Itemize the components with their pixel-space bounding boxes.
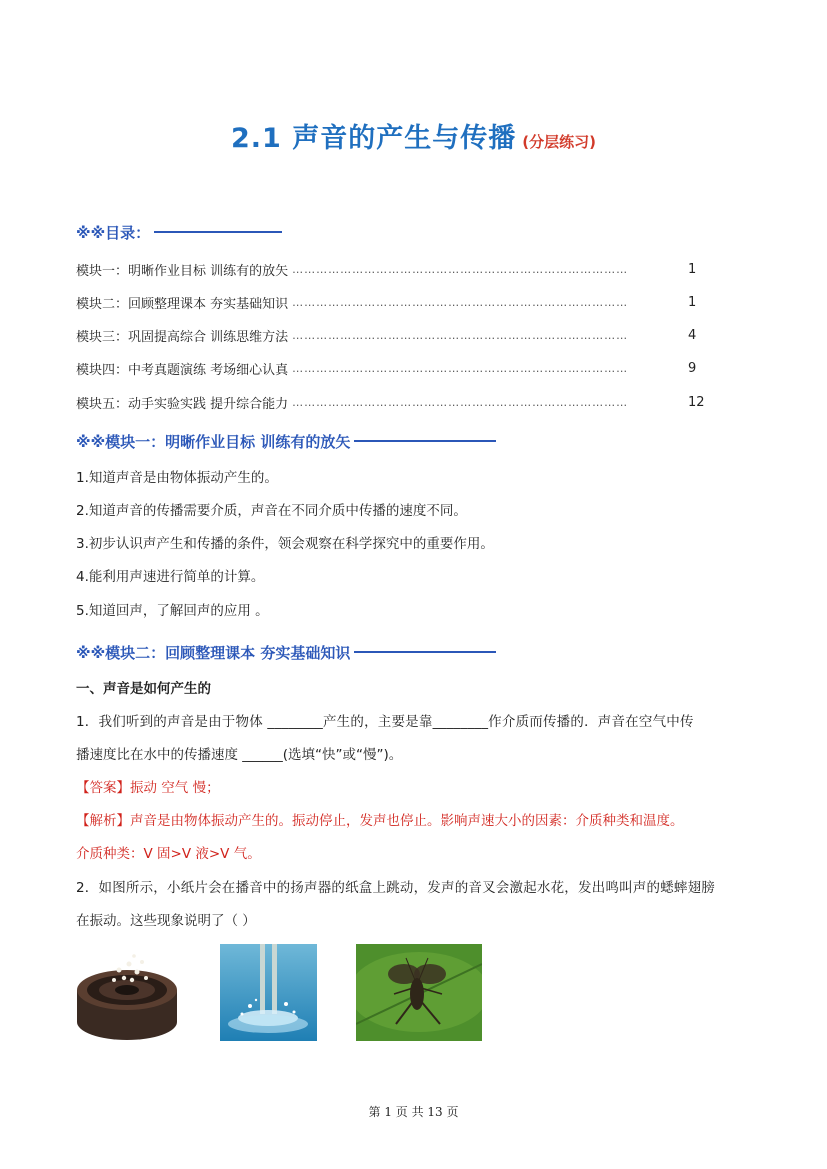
toc-page-number: 1 bbox=[688, 261, 697, 277]
toc-leader-dots: ………………………………………………………………………… bbox=[292, 361, 629, 375]
toc-item-5[interactable] bbox=[76, 391, 716, 413]
toc-item-2[interactable] bbox=[76, 291, 716, 313]
module2-heading bbox=[76, 640, 496, 664]
cricket-image bbox=[356, 944, 482, 1041]
question-1-line-1: 1．我们听到的声音是由于物体 ________产生的，主要是靠________作介质而传播的．声音在空气中传 bbox=[76, 714, 694, 730]
toc-item-4[interactable] bbox=[76, 357, 716, 379]
answer-tag: 【答案】 bbox=[76, 780, 130, 796]
goal-5: 5.知道回声，了解回声的应用 。 bbox=[76, 603, 269, 619]
goal-4: 4.能利用声速进行简单的计算。 bbox=[76, 569, 265, 585]
section-title: 一、声音是如何产生的 bbox=[76, 681, 211, 697]
module1-heading-rule bbox=[354, 440, 496, 442]
toc-page-number: 4 bbox=[688, 327, 697, 343]
module2-heading-text: ※※模块二：回顾整理课本 夯实基础知识 bbox=[76, 643, 351, 662]
question-2-line-1: 2．如图所示，小纸片会在播音中的扬声器的纸盒上跳动，发声的音叉会激起水花，发出鸣叫声的蟋蟀翅膀 bbox=[76, 880, 715, 896]
analysis-tag: 【解析】 bbox=[76, 813, 130, 829]
goal-2: 2.知道声音的传播需要介质，声音在不同介质中传播的速度不同。 bbox=[76, 503, 467, 519]
toc-heading bbox=[76, 220, 282, 244]
question-1-line-2: 播速度比在水中的传播速度 ______(选填“快”或“慢”)。 bbox=[76, 747, 403, 763]
toc-item-label: 模块一：明晰作业目标 训练有的放矢 bbox=[76, 263, 289, 279]
toc-leader-dots: ………………………………………………………………………… bbox=[292, 395, 629, 409]
module1-heading bbox=[76, 429, 496, 453]
module2-heading-rule bbox=[354, 651, 496, 653]
goal-1: 1.知道声音是由物体振动产生的。 bbox=[76, 470, 278, 486]
question-2-line-2: 在振动。这些现象说明了（ ） bbox=[76, 913, 256, 929]
toc-item-label: 模块五：动手实验实践 提升综合能力 bbox=[76, 396, 289, 412]
analysis-text: 声音是由物体振动产生的。振动停止，发声也停止。影响声速大小的因素：介质种类和温度。 bbox=[130, 813, 684, 829]
page-footer: 第 1 页 共 13 页 bbox=[368, 1105, 459, 1119]
toc-leader-dots: ………………………………………………………………………… bbox=[292, 262, 629, 276]
toc-heading-text: ※※目录： bbox=[76, 223, 151, 242]
title-main: 2.1 声音的产生与传播 bbox=[231, 123, 517, 154]
answer-text: 振动 空气 慢； bbox=[130, 780, 220, 796]
toc-leader-dots: ………………………………………………………………………… bbox=[292, 295, 629, 309]
analysis-line-2: 介质种类：V 固>V 液>V 气。 bbox=[76, 846, 261, 862]
toc-item-label: 模块二：回顾整理课本 夯实基础知识 bbox=[76, 296, 289, 312]
toc-leader-dots: ………………………………………………………………………… bbox=[292, 328, 629, 342]
module1-heading-text: ※※模块一：明晰作业目标 训练有的放矢 bbox=[76, 432, 351, 451]
toc-page-number: 9 bbox=[688, 360, 697, 376]
toc-item-1[interactable] bbox=[76, 258, 716, 280]
document-title bbox=[0, 116, 827, 155]
toc-item-label: 模块三：巩固提高综合 训练思维方法 bbox=[76, 329, 289, 345]
speaker-image bbox=[74, 950, 180, 1045]
toc-page-number: 1 bbox=[688, 294, 697, 310]
goal-3: 3.初步认识声产生和传播的条件，领会观察在科学探究中的重要作用。 bbox=[76, 536, 494, 552]
analysis-line-1 bbox=[76, 810, 756, 832]
answer-line bbox=[76, 777, 756, 799]
toc-page-number: 12 bbox=[688, 394, 705, 410]
toc-heading-rule bbox=[154, 231, 282, 233]
toc-item-label: 模块四：中考真题演练 考场细心认真 bbox=[76, 362, 289, 378]
tuning-fork-image bbox=[220, 944, 317, 1041]
toc-item-3[interactable] bbox=[76, 324, 716, 346]
title-subtitle: (分层练习) bbox=[522, 133, 596, 151]
